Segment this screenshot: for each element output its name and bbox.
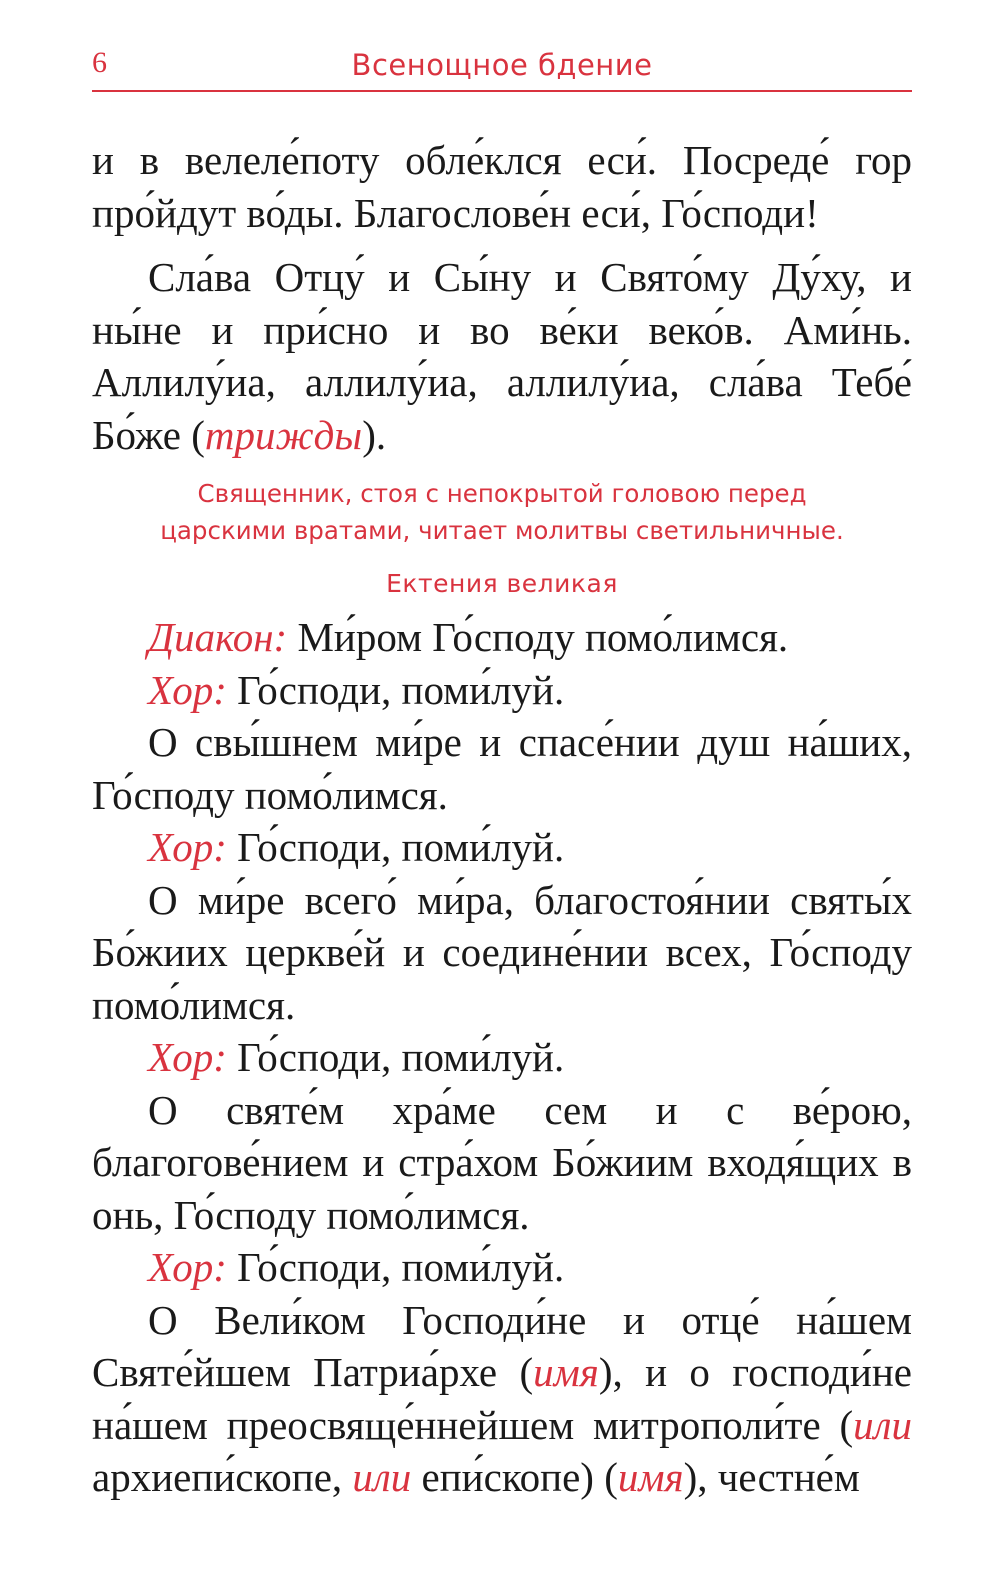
paragraph-text: и в велеле́поту обле́клся еси́. Посреде́ гор про́йдут во́ды. Благослове́н еси́, Го́споди! [92,137,912,236]
paragraph-doxology [92,251,912,461]
choir-response: Го́споди, поми́луй. [226,1034,565,1080]
body-text [92,134,912,1504]
litany-petition [92,1294,912,1504]
section-title: Ектения великая [386,569,618,598]
litany-deacon-line [92,611,912,664]
petition-text: ), честне́м [683,1454,860,1500]
speaker-choir: Хор: [148,1244,227,1290]
speaker-choir: Хор: [148,1034,227,1080]
speaker-deacon: Диакон: [148,614,288,660]
litany-choir-line [92,664,912,717]
rubric-instruction [92,475,912,549]
paragraph-tail: ). [362,411,387,458]
petition-text: О Вели́ком Господи́не и отце́ на́шем Святе́йшем Патриа́рхе ( [92,1296,912,1395]
rubric-note-name: имя [617,1454,684,1500]
rubric-line: царскими вратами, читает молитвы светильничные. [160,516,844,545]
petition-text: О святе́м хра́ме сем и с ве́рою, благогове́нием и стра́хом Бо́жиим входя́щих в онь, Го́споду помо́лимся. [92,1086,912,1238]
book-page [92,40,912,1504]
petition-text: О ми́ре всего́ ми́ра, благостоя́нии святы́х Бо́жиих церкве́й и соедине́нии всех, Го́споду помо́лимся. [92,876,912,1028]
rubric-note-or: или [352,1454,412,1500]
litany-petition [92,716,912,821]
running-header [92,40,912,92]
deacon-text: Ми́ром Го́споду помо́лимся. [287,614,789,660]
petition-text: архиепи́скопе, [92,1454,353,1500]
paragraph-continuation [92,134,912,239]
choir-response: Го́споди, поми́луй. [226,1244,565,1290]
petition-text: епи́скопе) ( [411,1454,618,1500]
speaker-choir: Хор: [148,666,227,713]
rubric-note-name: имя [533,1349,599,1395]
running-title: Всенощное бдение [351,48,653,82]
litany-choir-line [92,821,912,874]
petition-text: ), и о господи́не на́шем преосвяще́ннейшем митрополи́те ( [92,1349,912,1448]
page-number: 6 [92,46,107,79]
speaker-choir: Хор: [148,824,227,870]
rubric-line: Священник, стоя с непокрытой головою перед [197,479,807,508]
litany-choir-line [92,1241,912,1294]
rubric-note-or: или [853,1401,912,1448]
litany-petition [92,1084,912,1242]
litany-petition [92,874,912,1032]
choir-response: Го́споди, поми́луй. [226,666,565,713]
choir-response: Го́споди, поми́луй. [226,824,565,870]
rubric-note-thrice: трижды [204,411,363,458]
petition-text: О свы́шнем ми́ре и спасе́нии душ на́ших, Го́споду помо́лимся. [92,719,912,818]
litany-choir-line [92,1031,912,1084]
paragraph-text: Сла́ва Отцу́ и Сы́ну и Свято́му Ду́ху, и ны́не и при́сно и во ве́ки веко́в. Ами́нь. Аллилу́иа, аллилу́иа, аллилу́иа, сла́ва Тебе́ Бо́же ( [92,254,912,458]
